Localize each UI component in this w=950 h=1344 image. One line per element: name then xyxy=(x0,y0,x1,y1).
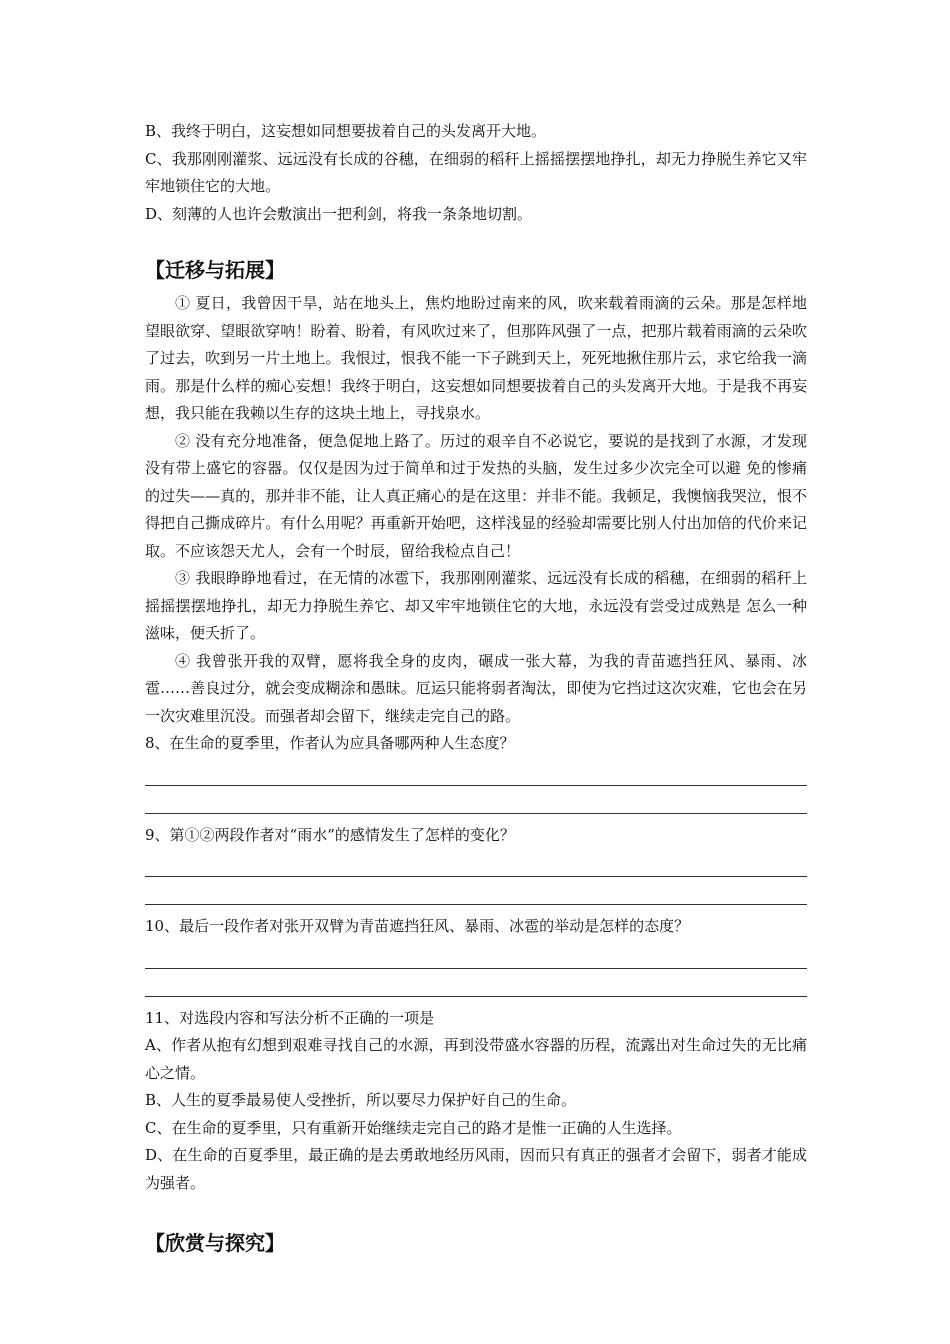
answer-line[interactable] xyxy=(145,941,807,969)
option-b: B、我终于明白，这妄想如同想要拔着自己的头发离开大地。 xyxy=(145,122,547,140)
paragraph-2: ② 没有充分地准备，便急促地上路了。历过的艰辛自不必说它，要说的是找到了水源，才发现没有带上盛它的容器。仅仅是因为过于简单和过于发热的头脑，发生过多少次完全可以避 免的惨痛的过失——真的，那并非不能，让人真正痛心的是在这里：并非不能。我顿足，我懊恼我哭泣，恨不得把自己撕成碎片。有什么用呢？再重新开始吧，这样浅显的经验却需要比别人付出加倍的代价来记取。不应该怨天尤人，会有一个时辰，留给我检点自己！ xyxy=(145,431,807,560)
answer-line[interactable] xyxy=(145,758,807,786)
q11-option-b: B、人生的夏季最易使人受挫折，所以要尽力保护好自己的生命。 xyxy=(145,1091,577,1109)
answer-line[interactable] xyxy=(145,969,807,997)
answer-line[interactable] xyxy=(145,849,807,877)
q11-option-d: D、在生命的百夏季里，最正确的是去勇敢地经历风雨，因而只有真正的强者才会留下，弱者才能成为强者。 xyxy=(145,1146,807,1192)
question-8: 8、在生命的夏季里，作者认为应具备哪两种人生态度？ xyxy=(145,734,515,752)
section-title-transfer: 【迁移与拓展】 xyxy=(145,258,285,282)
question-10: 10、最后一段作者对张开双臂为青苗遮挡狂风、暴雨、冰雹的举动是怎样的态度？ xyxy=(145,917,690,935)
question-9: 9、第①②两段作者对“雨水”的感情发生了怎样的变化？ xyxy=(145,825,515,844)
paragraph-3: ③ 我眼睁睁地看过，在无情的冰雹下，我那刚刚灌浆、远远没有长成的稻穗，在细弱的稻秆上摇摇摆摆地挣扎，却无力挣脱生养它、却又牢牢地锁住它的大地，永远没有尝受过成熟是 怎么一种滋味，便夭折了。 xyxy=(145,569,807,642)
question-11: 11、对选段内容和写法分析不正确的一项是 xyxy=(145,1008,435,1027)
option-d: D、刻薄的人也许会敷演出一把利剑，将我一条条地切割。 xyxy=(145,204,533,223)
option-c: C、我那刚刚灌浆、远远没有长成的谷穗，在细弱的稻秆上摇摇摆摆地挣扎，却无力挣脱生养它又牢牢地锁住它的大地。 xyxy=(145,149,807,195)
q11-option-a: A、作者从抱有幻想到艰难寻找自己的水源，再到没带盛水容器的历程，流露出对生命过失的无比痛心之情。 xyxy=(145,1036,807,1082)
paragraph-1: ① 夏日，我曾因干旱，站在地头上，焦灼地盼过南来的风，吹来载着雨滴的云朵。那是怎样地望眼欲穿、望眼欲穿呐！盼着、盼着，有风吹过来了，但那阵风强了一点，把那片载着雨滴的云朵吹了过去，吹到另一片土地上。我恨过，恨我不能一下子跳到天上，死死地揪住那片云，求它给我一滴雨。那是什么样的痴心妄想！我终于明白，这妄想如同想要拔着自己的头发离开大地。于是我不再妄想，我只能在我赖以生存的这块土地上，寻找泉水。 xyxy=(145,294,807,422)
q11-option-c: C、在生命的夏季里，只有重新开始继续走完自己的路才是惟一正确的人生选择。 xyxy=(145,1118,682,1137)
answer-line[interactable] xyxy=(145,877,807,905)
section-title-appreciation: 【欣赏与探究】 xyxy=(145,1231,285,1255)
answer-line[interactable] xyxy=(145,786,807,814)
paragraph-4: ④ 我曾张开我的双臂，愿将我全身的皮肉，碾成一张大幕，为我的青苗遮挡狂风、暴雨、冰雹……善良过分，就会变成糊涂和愚昧。厄运只能将弱者淘汰，即使为它挡过这次灾难，它也会在另一次灾难里沉没。而强者却会留下，继续走完自己的路。 xyxy=(145,651,807,725)
document-page xyxy=(145,118,807,1257)
